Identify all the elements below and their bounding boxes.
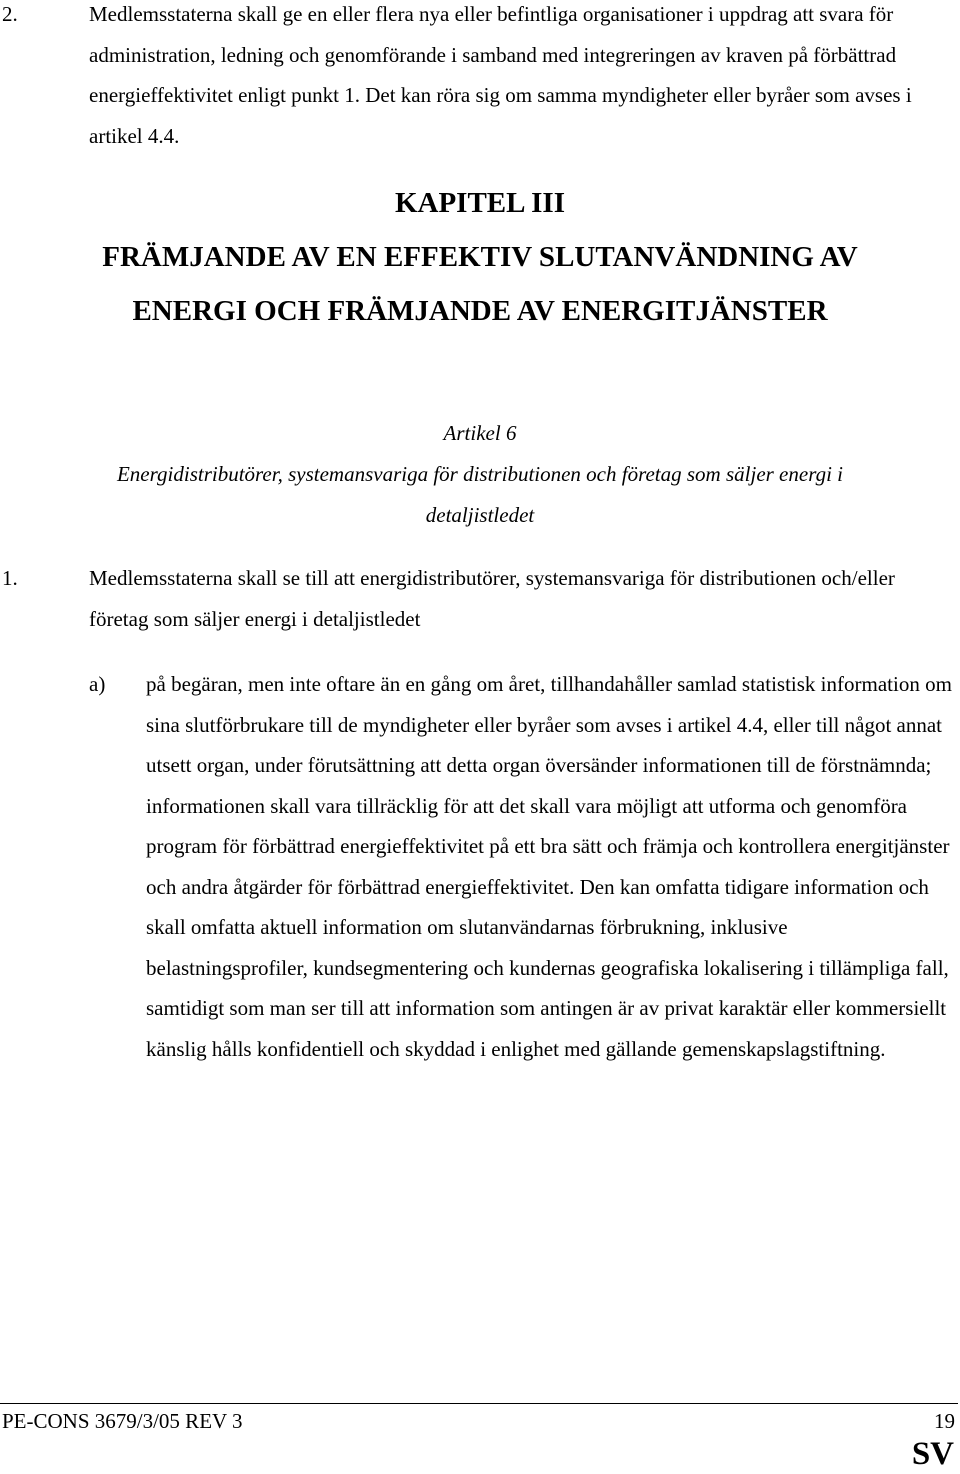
intro-paragraph xyxy=(89,0,919,156)
point-a-text: på begäran, men inte oftare än en gång om året, tillhandahåller samlad statistisk information om sina slutförbrukare till de myndigheter eller byråer som avses i artikel 4.4, eller till något annat utsett organ, under förutsättning att detta organ översänder informationen till de förstnämnda; informationen skall vara tillräcklig för att det skall vara möjligt att utforma och genomföra program för förbättrad energieffektivitet på ett bra sätt och främja och kontrollera energitjänster och andra åtgärder för förbättrad energieffektivitet. Den kan omfatta tidigare information och skall omfatta aktuell information om slutanvändarnas förbrukning, inklusive belastningsprofiler, kundsegmentering och kundernas geografiska lokalisering i tillämpliga fall, samtidigt som man ser till att information som antingen är av privat karaktär eller kommersiellt känslig hålls konfidentiell och skyddad i enlighet med gällande gemenskapslagstiftning. xyxy=(146,672,952,1061)
article-title: Energidistributörer, systemansvariga för distributionen och företag som säljer energi i detaljistledet xyxy=(116,462,844,527)
paragraph-number: 2. xyxy=(2,2,18,26)
chapter-title-line-2: ENERGI OCH FRÄMJANDE AV ENERGITJÄNSTER xyxy=(132,295,828,327)
paragraph-1 xyxy=(89,558,919,639)
point-a xyxy=(146,664,952,1069)
article-label: Artikel 6 xyxy=(443,421,517,445)
paragraph-number: 1. xyxy=(2,566,18,590)
footer-page-number: 19 xyxy=(934,1409,955,1433)
footer-language-code: SV xyxy=(911,1436,954,1472)
chapter-label: KAPITEL III xyxy=(394,187,566,219)
footer-rule xyxy=(0,1403,958,1404)
chapter-title-line-1: FRÄMJANDE AV EN EFFEKTIV SLUTANVÄNDNING AV xyxy=(102,241,858,273)
footer-document-ref: PE-CONS 3679/3/05 REV 3 xyxy=(2,1409,243,1433)
intro-paragraph-text: Medlemsstaterna skall ge en eller flera nya eller befintliga organisationer i uppdrag att svara för administration, ledning och genomförande i samband med integreringen av kraven på förbättrad energieffektivitet enligt punkt 1. Det kan röra sig om samma myndigheter eller byråer som avses i artikel 4.4. xyxy=(89,2,912,148)
point-label: a) xyxy=(89,672,106,696)
paragraph-1-text: Medlemsstaterna skall se till att energidistributörer, systemansvariga för distributionen och/eller företag som säljer energi i detaljistledet xyxy=(89,566,895,631)
